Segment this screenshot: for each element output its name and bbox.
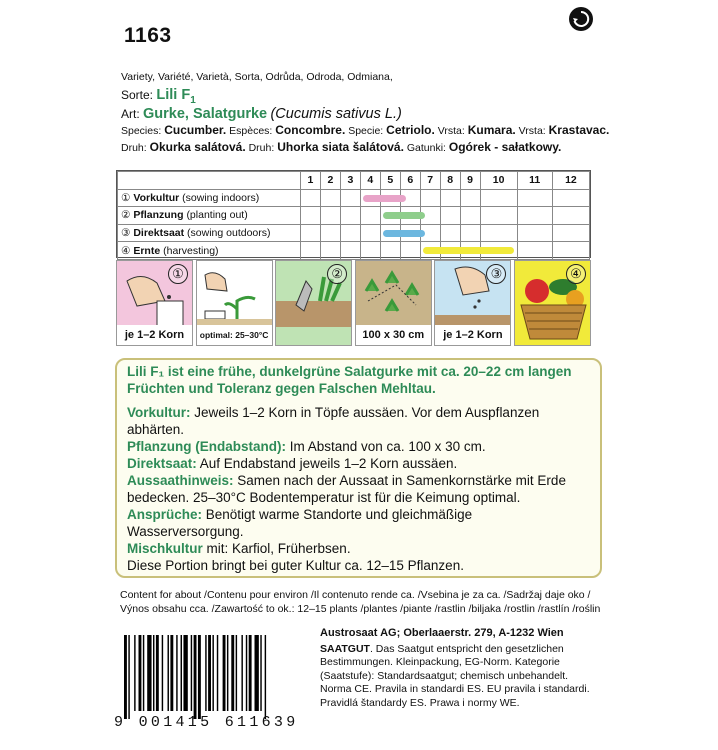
description-text: Im Abstand von ca. 100 x 30 cm. <box>286 439 486 454</box>
calendar-cell <box>420 242 440 260</box>
calendar-cell <box>420 207 440 225</box>
species-value: Kumara. <box>467 122 516 137</box>
calendar-cell <box>400 207 420 225</box>
species-label: Espèces: <box>229 124 273 137</box>
row-symbol: ③ <box>121 227 131 240</box>
species-value: Cucumber. <box>164 122 227 137</box>
barcode-bar <box>198 635 201 719</box>
company-head: Austrosaat AG; Oberlaaerstr. 279, A-1232 Wien <box>320 627 564 639</box>
lot-number: 1163 <box>124 24 172 47</box>
calendar-cell <box>420 189 440 207</box>
description-line <box>127 472 590 506</box>
description-label: Ansprüche: <box>127 507 203 522</box>
description-line <box>127 455 590 472</box>
calendar-cell <box>460 224 480 242</box>
species-label: Species: <box>121 124 162 137</box>
month-header: 9 <box>460 172 480 190</box>
row-note: (sowing indoors) <box>182 191 260 204</box>
month-header: 6 <box>400 172 420 190</box>
art-line <box>121 106 601 122</box>
barcode-bar <box>212 635 213 711</box>
calendar-cell <box>380 189 400 207</box>
barcode-bar <box>246 635 247 711</box>
species-value: Okurka salátová. <box>149 139 246 154</box>
species-value: Ogórek - sałatkowy. <box>448 139 562 154</box>
month-header: 5 <box>380 172 400 190</box>
barcode-bar <box>227 635 228 711</box>
variety-info <box>121 69 610 155</box>
species-value: Concombre. <box>275 122 346 137</box>
calendar-cell <box>400 224 420 242</box>
row-note: (sowing outdoors) <box>187 227 271 240</box>
icon-caption: 100 x 30 cm <box>356 325 431 345</box>
calendar-cell <box>440 189 460 207</box>
species-label: Vrsta: <box>437 124 465 137</box>
description-text: Jeweils 1–2 Korn in Töpfe aussäen. Vor dem Auspflanzen abhärten. <box>127 405 540 437</box>
calendar-cell <box>320 189 340 207</box>
calendar-cell <box>552 189 589 207</box>
calendar-cell <box>400 242 420 260</box>
sorte-label: Sorte: <box>121 88 154 102</box>
calendar-cell <box>517 242 552 260</box>
species-value: Uhorka siata šalátová. <box>277 139 404 154</box>
month-header: 1 <box>301 172 321 190</box>
calendar-cell <box>320 224 340 242</box>
calendar-cell <box>517 207 552 225</box>
row-name: Vorkultur <box>133 191 180 204</box>
calendar-cell <box>480 242 517 260</box>
barcode-digits: 9 001415 611639 <box>114 714 299 731</box>
barcode-bar <box>128 635 129 719</box>
month-header: 12 <box>552 172 589 190</box>
description-line <box>127 404 590 438</box>
calendar-cell <box>380 242 400 260</box>
row-symbol: ① <box>121 191 131 204</box>
barcode-bar <box>176 635 177 711</box>
barcode-bar <box>217 635 218 711</box>
species-label: Druh: <box>248 141 275 154</box>
barcode-bar <box>124 635 127 719</box>
instruction-icon-5 <box>434 260 511 346</box>
row-name: Ernte <box>133 244 161 257</box>
art-label: Art: <box>121 106 140 121</box>
company-text: SAATGUT. Das Saatgut entspricht den gesetzlichen Bestimmungen. Kleinpackung, EG-Norm. Kategorie (Saatstufe): Standardsaatgut; chemisch unbehandelt. Norma CE. Pravila in standardi ES. EU pravila i standardi. Pravidlá štandardy ES. Prawa i normy WE. <box>320 642 590 709</box>
row-symbol: ④ <box>121 244 131 257</box>
description-line <box>127 557 590 574</box>
month-header: 11 <box>517 172 552 190</box>
spacing-plants-icon <box>356 261 431 332</box>
calendar-cell <box>552 242 589 260</box>
barcode-bar <box>156 635 159 711</box>
instruction-icons <box>116 260 591 348</box>
content-line-2: Výnos obsahu cca. /Zawartość to ok.: 12–15 plants /plantes /piante /rastlin /biljaka /rostlin /rastlín /roślin <box>120 603 601 615</box>
species-label: Gatunki: <box>406 141 446 154</box>
row-name: Direktsaat <box>133 227 185 240</box>
barcode-bar <box>231 635 234 711</box>
barcode-bar <box>194 635 197 719</box>
species-line-2 <box>121 140 601 155</box>
step-number: ① <box>168 264 188 284</box>
recycle-icon <box>569 7 593 31</box>
barcode-bar <box>143 635 144 711</box>
calendar-cell <box>440 224 460 242</box>
barcode-bar <box>249 635 252 711</box>
calendar-cell <box>320 207 340 225</box>
description-line <box>127 540 590 557</box>
calendar-cell <box>480 207 517 225</box>
step-number: ④ <box>566 264 586 284</box>
calendar-corner <box>118 172 301 190</box>
species-label: Vrsta: <box>518 124 546 137</box>
barcode-bar <box>153 635 154 711</box>
art-value: Gurke, Salatgurke <box>143 105 268 122</box>
calendar-cell <box>301 242 321 260</box>
description-text: mit: Karfiol, Früherbsen. <box>202 541 351 556</box>
sowing-calendar <box>116 170 591 258</box>
month-header: 4 <box>360 172 380 190</box>
barcode-bar <box>205 635 206 711</box>
species-line-1 <box>121 122 610 138</box>
month-header: 8 <box>440 172 460 190</box>
calendar-row-label <box>118 189 301 207</box>
calendar-cell <box>380 224 400 242</box>
barcode-bar <box>183 635 187 711</box>
description-text: Auf Endabstand jeweils 1–2 Korn aussäen. <box>196 456 458 471</box>
barcode-bar <box>170 635 173 711</box>
month-header: 2 <box>320 172 340 190</box>
barcode-bar <box>147 635 151 711</box>
calendar-cell <box>340 207 360 225</box>
description-text: Samen nach der Aussaat in Samenkornstärke mit Erde bedecken. 25–30°C Bodentemperatur ist für die Keimung optimal. <box>127 473 566 505</box>
icon-caption: optimal: 25–30°C <box>197 325 272 345</box>
instruction-icon-3 <box>275 260 352 346</box>
barcode-bar <box>208 635 211 711</box>
content-line-1: Content for about /Contenu pour environ /Il contenuto rende ca. /Vsebina je za ca. /Sadržaj daje oko / <box>120 589 591 601</box>
month-header: 3 <box>340 172 360 190</box>
calendar-cell <box>460 189 480 207</box>
calendar-cell <box>400 189 420 207</box>
species-value: Cetriolo. <box>386 122 435 137</box>
calendar-cell <box>552 207 589 225</box>
calendar-cell <box>460 207 480 225</box>
barcode-bar <box>265 635 266 719</box>
icon-caption: je 1–2 Korn <box>435 325 510 345</box>
barcode-bar <box>168 635 169 711</box>
barcode-bar <box>260 635 261 711</box>
calendar-cell <box>380 207 400 225</box>
calendar-cell <box>552 224 589 242</box>
barcode-bar <box>139 635 142 711</box>
instruction-icon-4 <box>355 260 432 346</box>
calendar-cell <box>440 207 460 225</box>
description-text: Diese Portion bringt bei guter Kultur ca. 12–15 Pflanzen. <box>127 558 464 573</box>
calendar-row-label <box>118 242 301 260</box>
content-info <box>120 588 610 616</box>
calendar-cell <box>360 189 380 207</box>
barcode-bar <box>181 635 182 711</box>
row-symbol: ② <box>121 209 131 222</box>
description-label: Aussaathinweis: <box>127 473 234 488</box>
row-name: Pflanzung <box>133 209 184 222</box>
calendar-cell <box>440 242 460 260</box>
row-note: (harvesting) <box>163 244 219 257</box>
calendar-cell <box>480 189 517 207</box>
calendar-row-label <box>118 224 301 242</box>
calendar-cell <box>360 242 380 260</box>
row-note: (planting out) <box>186 209 248 222</box>
description-label: Direktsaat: <box>127 456 197 471</box>
calendar-cell <box>517 224 552 242</box>
calendar-cell <box>301 224 321 242</box>
icon-caption: je 1–2 Korn <box>117 325 192 345</box>
intro-text: Lili F₁ ist eine frühe, dunkelgrüne Salatgurke mit ca. 20–22 cm langen Früchten und Toleranz gegen Falschen Mehltau. <box>127 364 572 396</box>
barcode-bar <box>241 635 242 711</box>
calendar-cell <box>480 224 517 242</box>
sorte-line <box>121 87 601 106</box>
seedling-thermometer-icon <box>197 261 272 332</box>
calendar-cell <box>301 189 321 207</box>
barcode-bar <box>134 635 135 711</box>
barcode-bar <box>191 635 192 711</box>
description-box <box>115 358 602 578</box>
instruction-icon-1 <box>116 260 193 346</box>
instruction-icon-6 <box>514 260 591 346</box>
sorte-value: Lili $F_1$ <box>156 87 196 106</box>
step-number: ③ <box>486 264 506 284</box>
calendar-cell <box>301 207 321 225</box>
description-label: Vorkultur: <box>127 405 191 420</box>
species-value: Krastavac. <box>548 122 610 137</box>
calendar-cell <box>320 242 340 260</box>
calendar-cell <box>340 189 360 207</box>
art-latin: (Cucumis sativus L.) <box>270 105 402 122</box>
barcode-bar <box>236 635 237 711</box>
description-label: Mischkultur <box>127 541 203 556</box>
species-label: Specie: <box>348 124 384 137</box>
calendar-cell <box>340 242 360 260</box>
calendar-cell <box>460 242 480 260</box>
species-label: Druh: <box>121 141 147 154</box>
instruction-icon-2 <box>196 260 273 346</box>
company-info <box>320 627 600 710</box>
description-label: Pflanzung (Endabstand): <box>127 439 286 454</box>
barcode-bar <box>255 635 259 711</box>
description-line <box>127 438 590 455</box>
barcode-bar <box>162 635 163 711</box>
description-text: Benötigt warme Standorte und gleichmäßige Wasserversorgung. <box>127 507 473 539</box>
calendar-cell <box>360 224 380 242</box>
month-header: 10 <box>480 172 517 190</box>
description-line <box>127 506 590 540</box>
month-header: 7 <box>420 172 440 190</box>
calendar-cell <box>340 224 360 242</box>
step-number: ② <box>327 264 347 284</box>
calendar-cell <box>420 224 440 242</box>
calendar-cell <box>360 207 380 225</box>
calendar-row-label <box>118 207 301 225</box>
barcode-bar <box>223 635 226 711</box>
calendar-cell <box>517 189 552 207</box>
variety-line: Variety, Variété, Varietà, Sorta, Odrůda, Odroda, Odmiana, <box>121 71 393 83</box>
